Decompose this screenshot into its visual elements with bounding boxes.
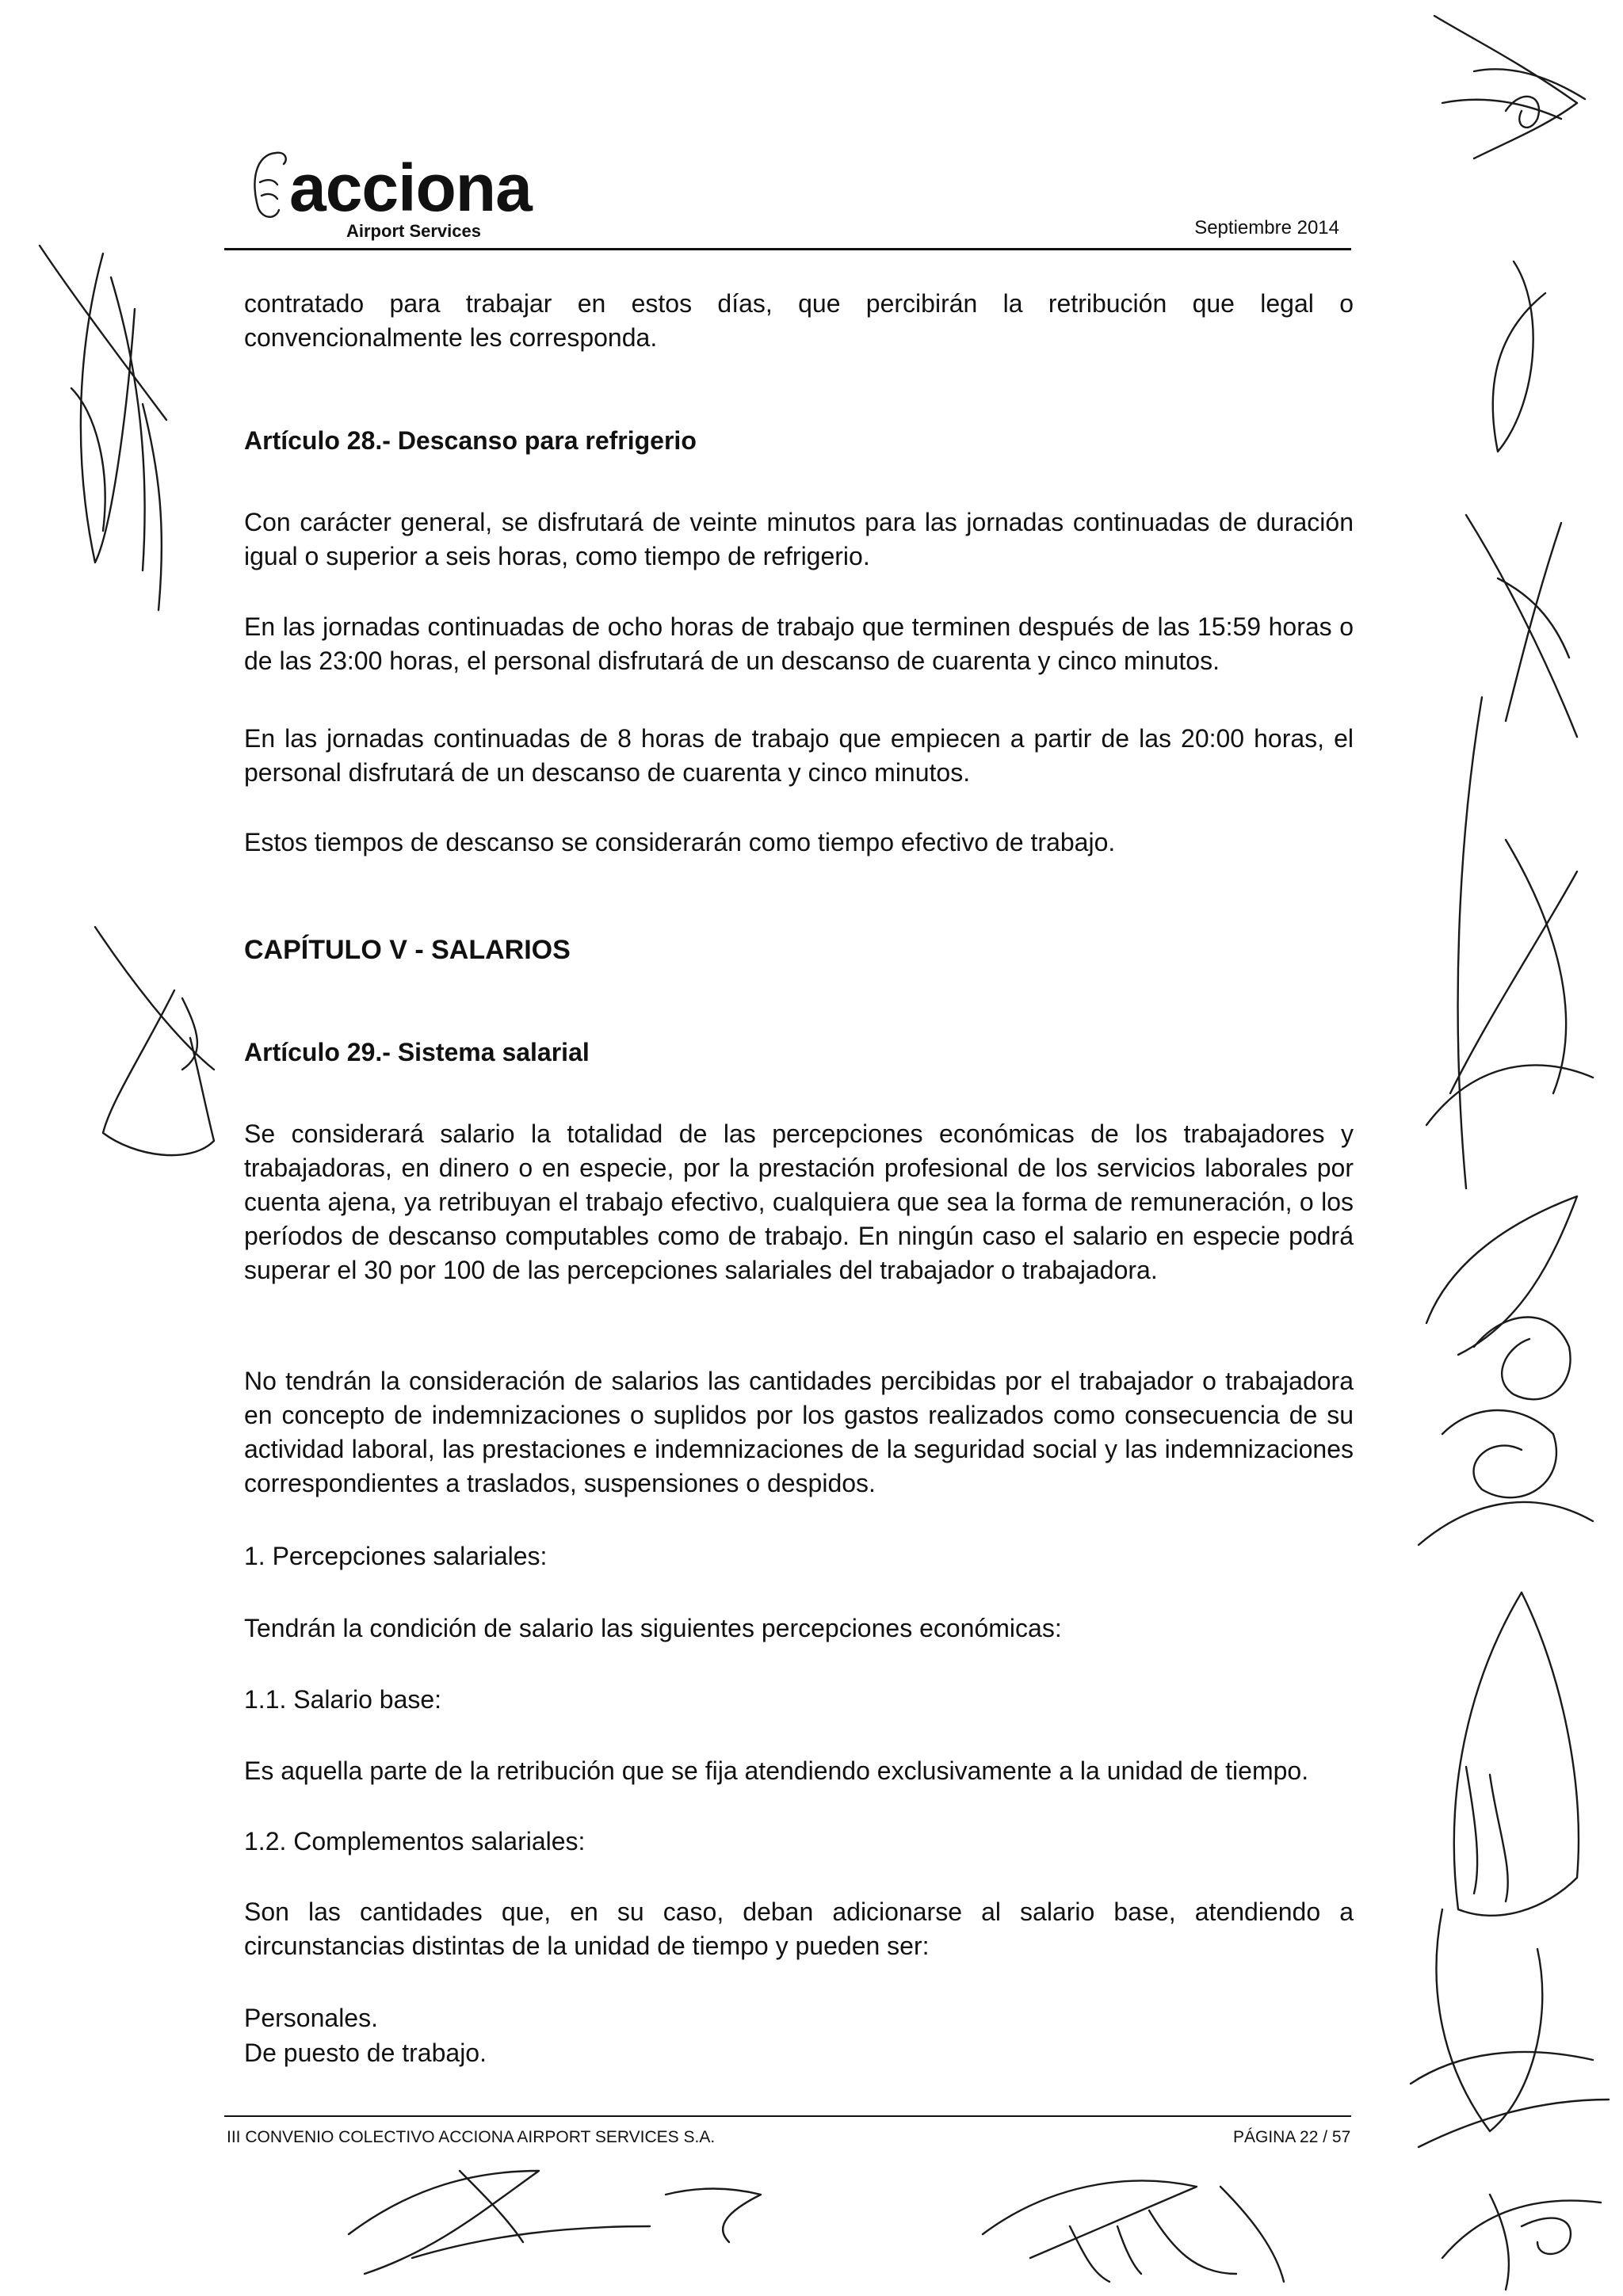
paragraph-continued: contratado para trabajar en estos días, que percibirán la retribución que legal o convencionalmente les corresponda. — [244, 289, 1354, 352]
article-28-paragraph-2: En las jornadas continuadas de ocho horas de trabajo que terminen después de las 15:59 horas o de las 23:00 horas, el personal disfrutará de un descanso de cuarenta y cinco minutos. — [244, 612, 1354, 675]
list-item-personales: Personales. — [244, 2004, 378, 2032]
article-29-paragraph-2: No tendrán la consideración de salarios las cantidades percibidas por el trabajador o trabajadora en concepto de indemnizaciones o suplidos por los gastos realizados como consecuencia de su actividad laboral, las prestaciones e indemnizaciones de la seguridad social y las indemnizaciones correspondientes a traslados, suspensiones o despidos. — [244, 1367, 1354, 1497]
article-29-heading: Artículo 29.- Sistema salarial — [244, 1038, 590, 1066]
article-28-paragraph-4: Estos tiempos de descanso se considerarán como tiempo efectivo de trabajo. — [244, 828, 1116, 856]
signature-right-1 — [1450, 246, 1609, 753]
logo-subtitle: Airport Services — [346, 221, 481, 241]
chapter-heading: CAPÍTULO V - SALARIOS — [244, 935, 571, 965]
section-1-1-text: Es aquella parte de la retribución que se fija atendiendo exclusivamente a la unidad de tiempo. — [244, 1756, 1309, 1785]
article-28-paragraph-3: En las jornadas continuadas de 8 horas de trabajo que empiecen a partir de las 20:00 horas, el personal disfrutará de un descanso de cuarenta y cinco minutos. — [244, 724, 1354, 787]
article-29-paragraph-1: Se considerará salario la totalidad de las percepciones económicas de los trabajadores y trabajadoras, en dinero o en especie, por la prestación profesional de los servicios laborales por cuenta ajena, ya retribuyan el trabajo efectivo, cualquiera que sea la forma de remuneración, o los períodos de descanso computables como de trabajo. En ningún caso el salario en especie podrá superar el 30 por 100 de las percepciones salariales del trabajador o trabajadora. — [244, 1119, 1354, 1284]
section-1-2-heading: 1.2. Complementos salariales: — [244, 1827, 586, 1855]
acciona-leaf-icon — [244, 147, 292, 226]
section-1-2-text: Son las cantidades que, en su caso, deban adicionarse al salario base, atendiendo a circunstancias distintas de la unidad de tiempo y pueden ser: — [244, 1897, 1354, 1960]
header-date: Septiembre 2014 — [1194, 217, 1339, 238]
list-item-puesto: De puesto de trabajo. — [244, 2039, 487, 2067]
footer-document-title: III CONVENIO COLECTIVO ACCIONA AIRPORT SERVICES S.A. — [227, 2128, 716, 2146]
footer-page-number: PÁGINA 22 / 57 — [1233, 2128, 1351, 2146]
section-1-intro: Tendrán la condición de salario las siguientes percepciones económicas: — [244, 1614, 1062, 1642]
company-logo: acciona — [289, 151, 532, 225]
section-1-heading: 1. Percepciones salariales: — [244, 1542, 548, 1570]
header-divider — [224, 248, 1351, 250]
signature-top-right — [1426, 8, 1609, 166]
signature-right-4 — [1395, 1577, 1617, 2179]
section-1-1-heading: 1.1. Salario base: — [244, 1685, 442, 1714]
signature-left-middle — [79, 911, 238, 1180]
signature-right-3 — [1395, 1149, 1617, 1592]
signature-bottom-left — [317, 2139, 792, 2290]
signature-bottom-right — [935, 2139, 1617, 2290]
signature-left-top — [24, 230, 214, 626]
article-28-heading: Artículo 28.- Descanso para refrigerio — [244, 426, 697, 455]
article-28-paragraph-1: Con carácter general, se disfrutará de veinte minutos para las jornadas continuadas de duración igual o superior a seis horas, como tiempo de refrigerio. — [244, 508, 1354, 570]
footer-divider — [224, 2115, 1351, 2117]
